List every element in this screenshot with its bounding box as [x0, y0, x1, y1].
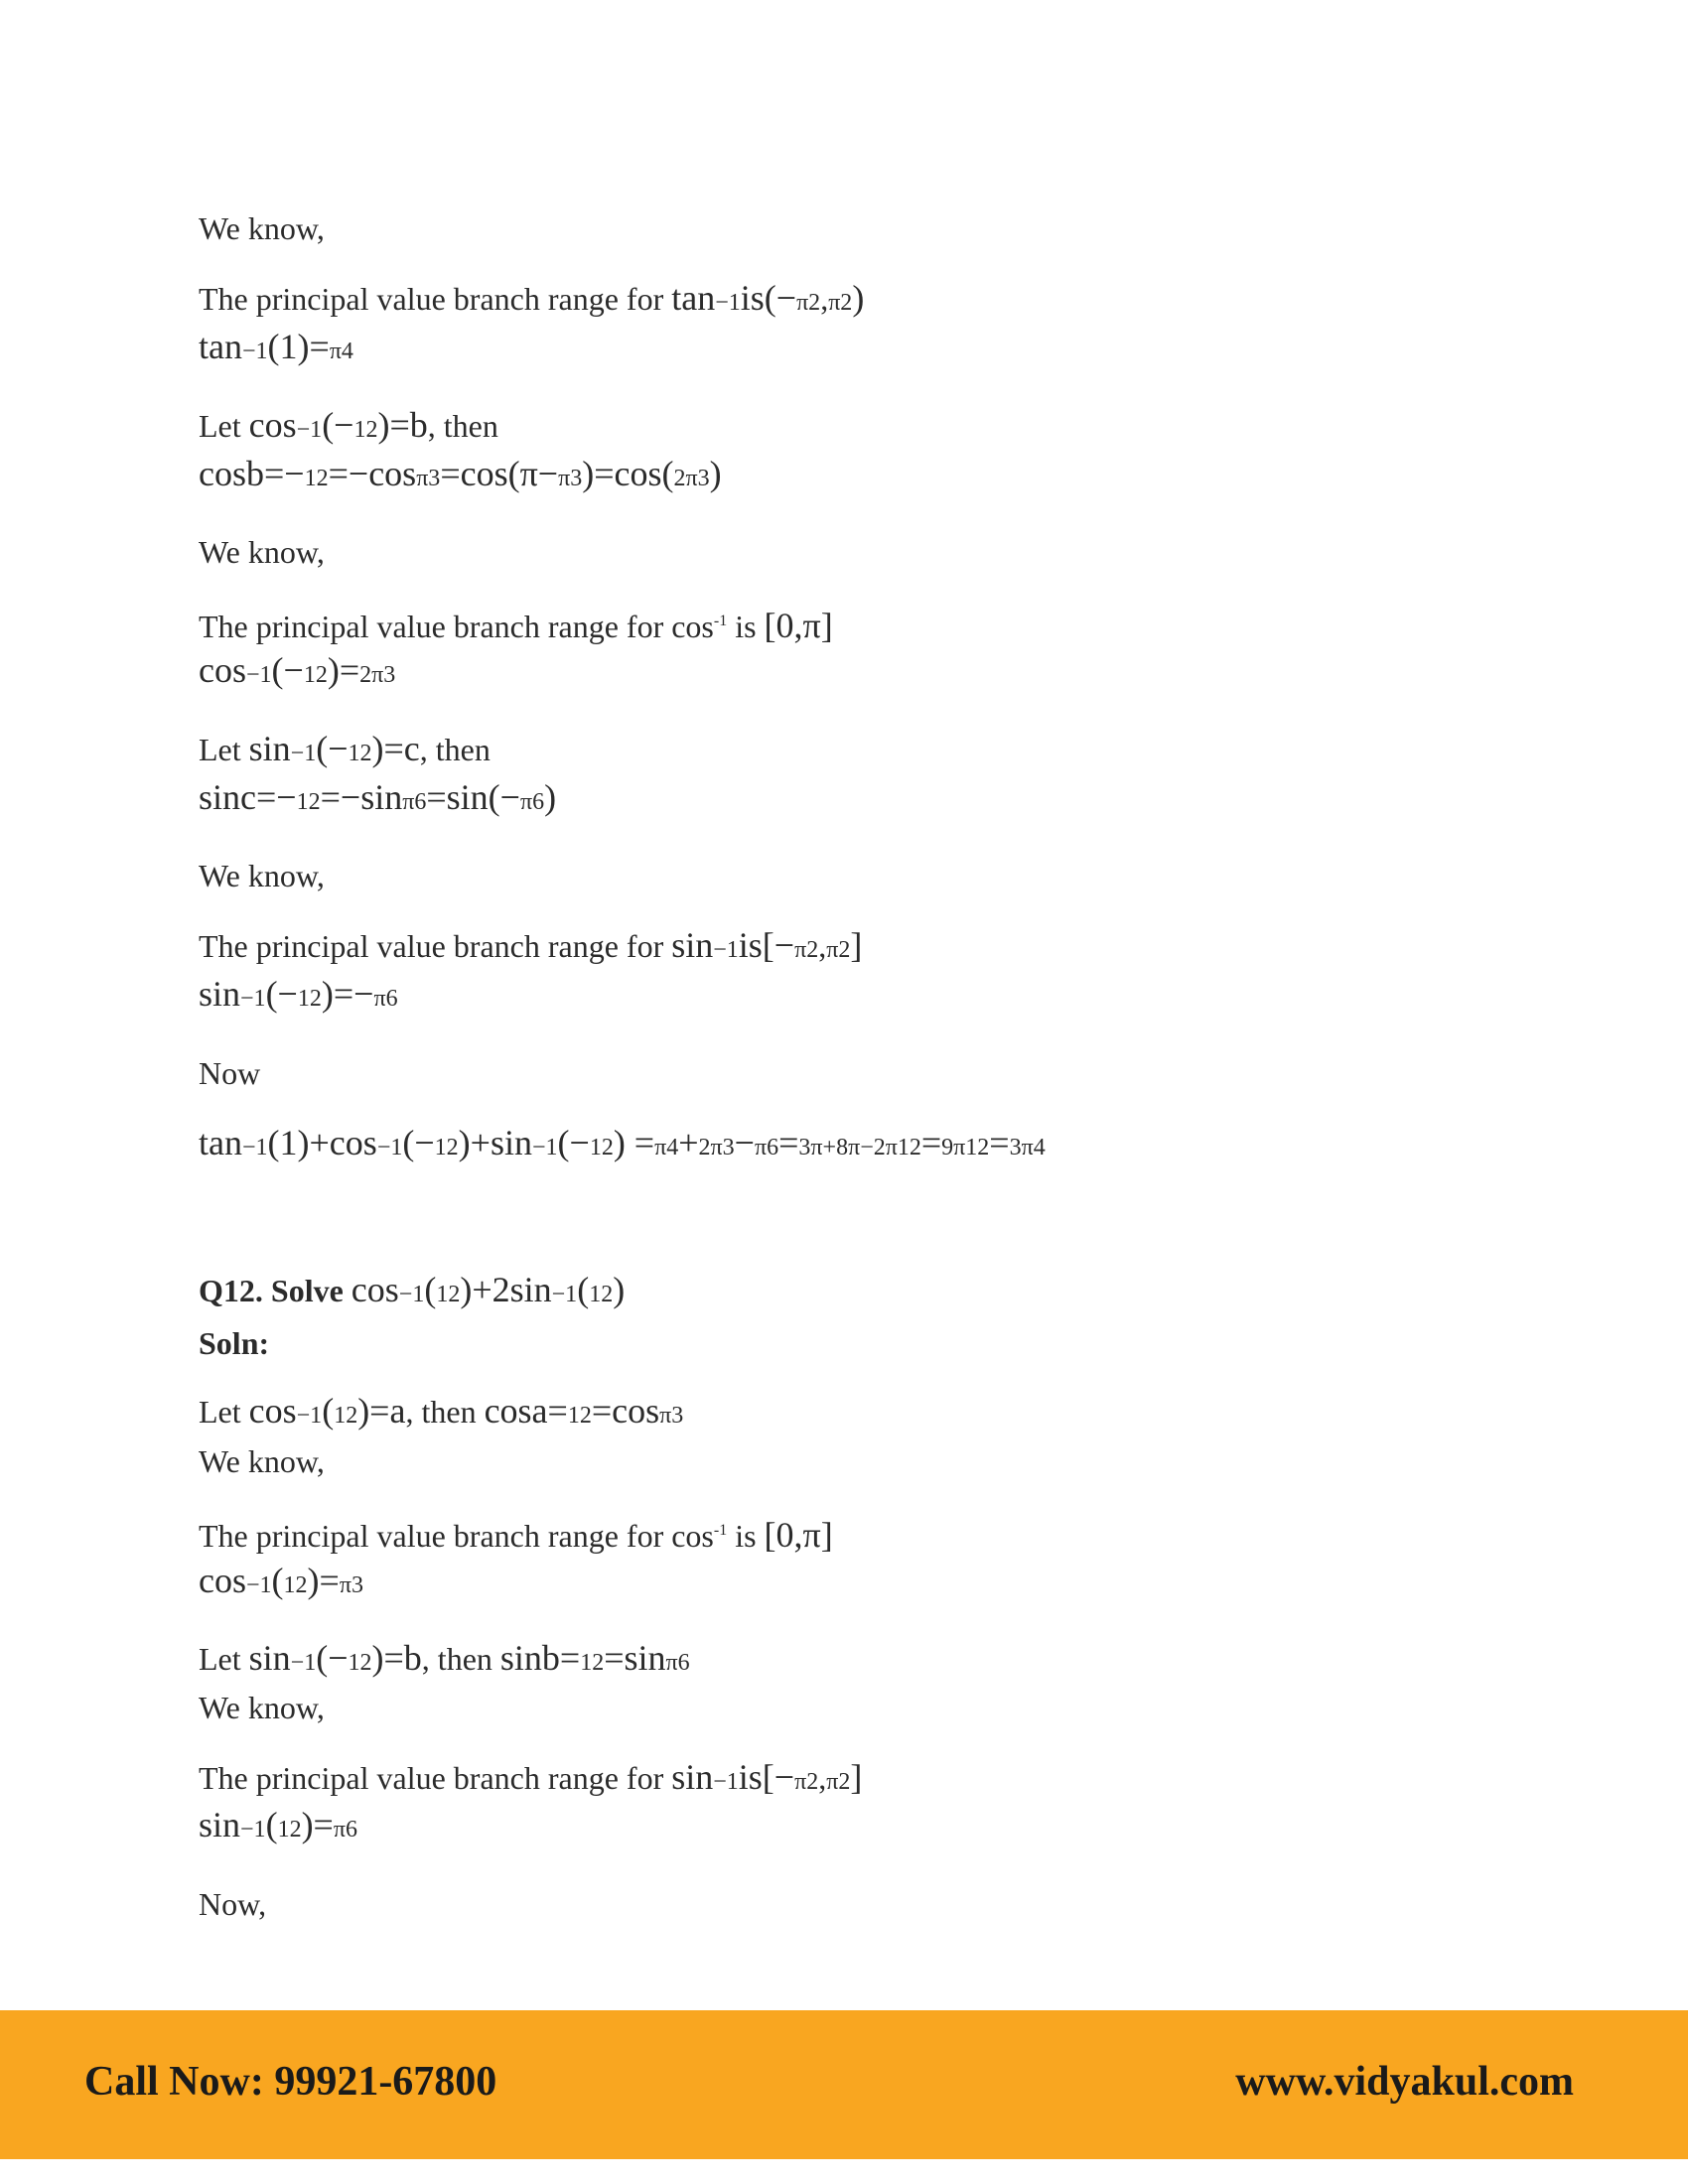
text-line: Let sin−1(−12)=b, then sinb=12=sinπ6	[199, 1638, 690, 1678]
website-link[interactable]: www.vidyakul.com	[1235, 2059, 1574, 2105]
text-line: We know,	[199, 1443, 325, 1479]
text-line: The principal value branch range for $\cos^{-1}$ is [0,π]	[199, 1515, 833, 1555]
solution-heading: Soln:	[199, 1325, 270, 1361]
footer-banner	[0, 2010, 1688, 2159]
text-line: Now	[199, 1055, 261, 1091]
math-line: cosb=−12=−cosπ3=cos(π−π3)=cos(2π3)	[199, 454, 722, 493]
text-line: Now,	[199, 1886, 267, 1922]
text-line: The principal value branch range for sin−1is[−π2,π2]	[199, 925, 863, 965]
math-line: cos−1(12)=π3	[199, 1561, 363, 1600]
math-line: sinc=−12=−sinπ6=sin(−π6)	[199, 777, 557, 817]
text-line: We know,	[199, 210, 325, 246]
math-line: sin−1(−12)=−π6	[199, 974, 398, 1014]
math-line: tan−1(1)=π4	[199, 327, 353, 366]
math-line: cos−1(−12)=2π3	[199, 650, 396, 690]
text-line: We know,	[199, 534, 325, 570]
text-line: The principal value branch range for $\cos^{-1}$ is [0,π]	[199, 606, 833, 645]
text-line: Let cos−1(−12)=b, then	[199, 405, 498, 445]
call-now-text[interactable]: Call Now: 99921-67800	[84, 2059, 497, 2105]
text-line: The principal value branch range for sin−1is[−π2,π2]	[199, 1757, 863, 1797]
text-line: We know,	[199, 858, 325, 893]
question-title: Q12. Solve cos−1(12)+2sin−1(12)	[199, 1270, 626, 1309]
math-line: sin−1(12)=π6	[199, 1805, 357, 1844]
text-line: Let cos−1(12)=a, then cosa=12=cosπ3	[199, 1391, 684, 1431]
text-line: Let sin−1(−12)=c, then	[199, 729, 491, 768]
text-line: We know,	[199, 1690, 325, 1725]
page-bottom-margin	[0, 2159, 1688, 2184]
math-line: tan−1(1)+cos−1(−12)+sin−1(−12) =π4+2π3−π6=3π+8π−2π12=9π12=3π4	[199, 1123, 1046, 1162]
text-line: The principal value branch range for tan−1is(−π2,π2)	[199, 278, 865, 318]
